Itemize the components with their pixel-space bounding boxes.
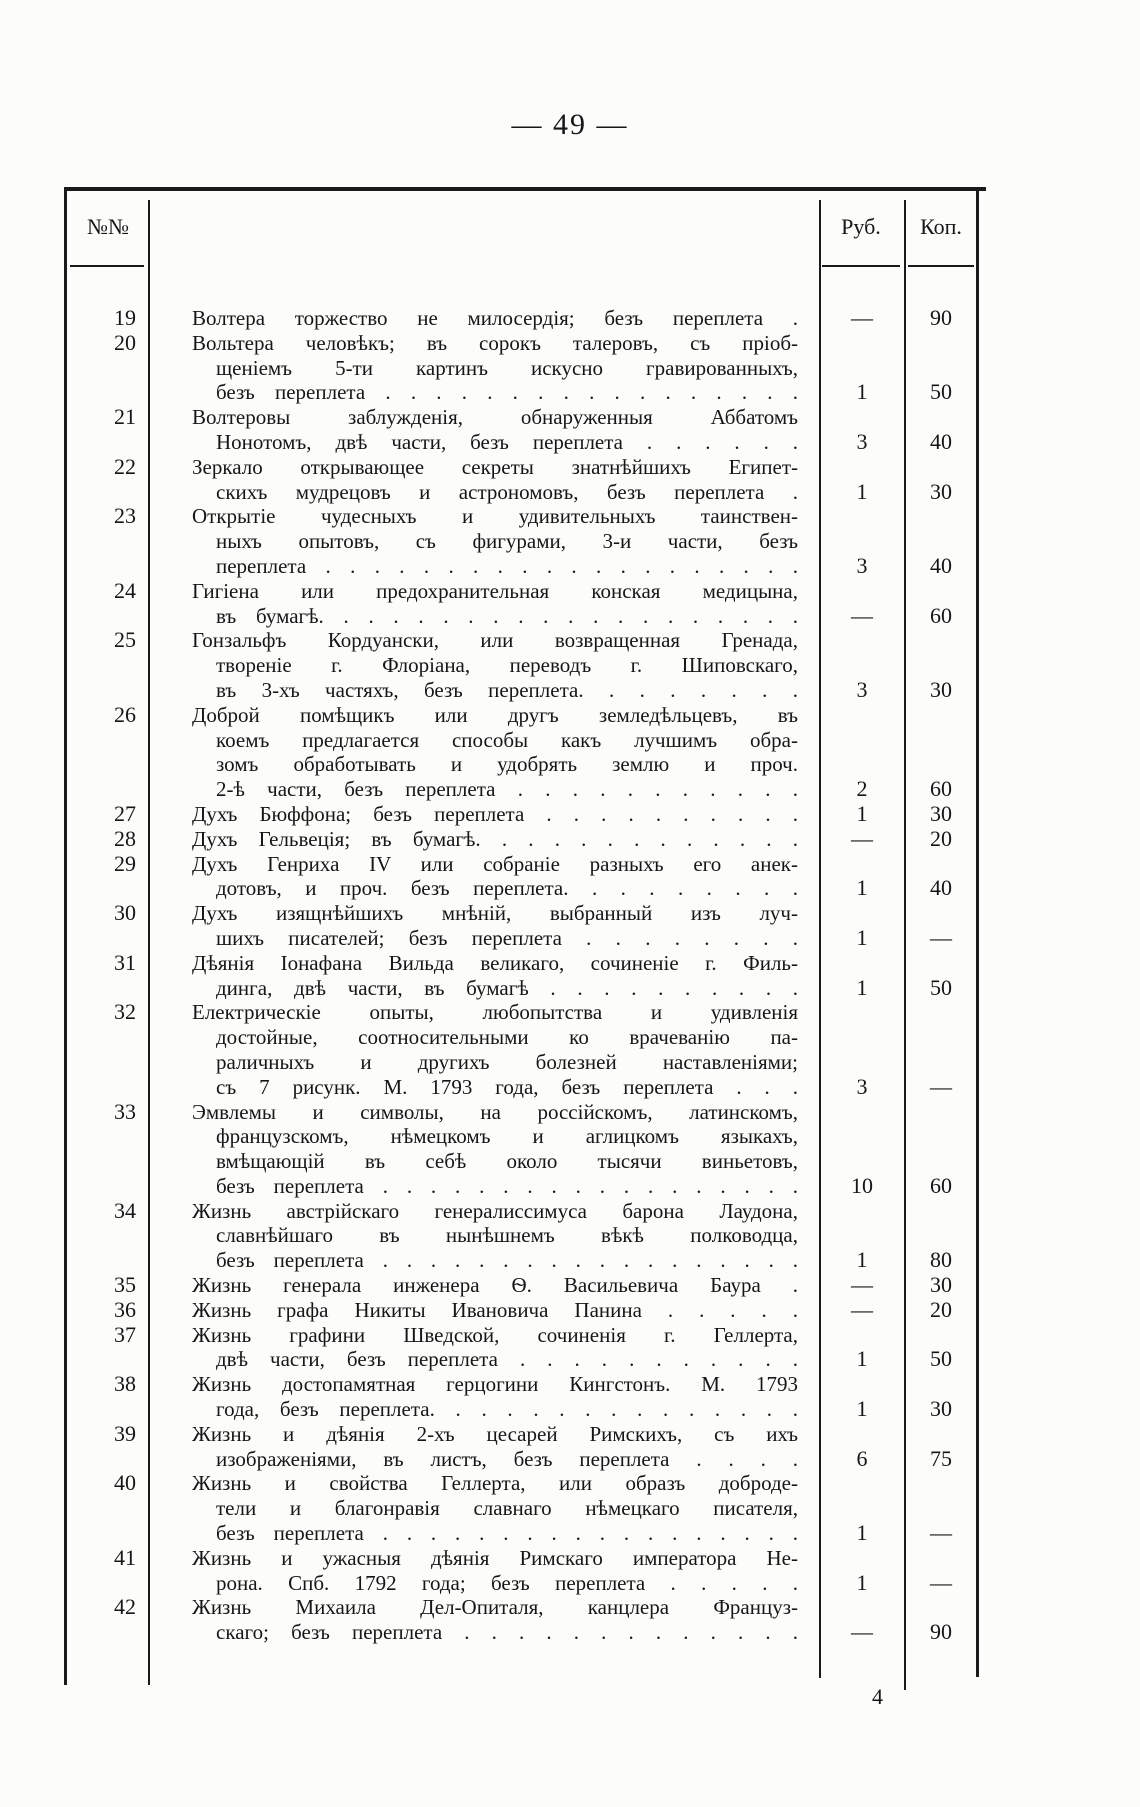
entry-title-line: Духъ Генриха IV или собраніе разныхъ его анек- — [192, 851, 798, 876]
entry-title-line: ныхъ опытовъ, съ фигурами, 3-и части, безъ — [216, 529, 798, 554]
page-number: — 49 — — [511, 108, 629, 141]
entry-number: 32 — [114, 999, 136, 1025]
entry-number: 26 — [114, 701, 136, 727]
catalog-entry — [0, 628, 1140, 702]
entry-title-line: Волтеровы заблужденія, обнаруженныя Аббатомъ — [192, 405, 798, 430]
price-rub: 1 — [856, 1346, 868, 1372]
entry-number: 33 — [114, 1098, 136, 1124]
entry-number: 42 — [114, 1594, 136, 1620]
catalog-entry — [0, 1471, 1140, 1545]
catalog-entry — [0, 1100, 1140, 1199]
catalog-entry — [0, 1273, 1140, 1298]
price-rub: 3 — [856, 1073, 868, 1099]
entry-number: 41 — [114, 1544, 136, 1570]
price-rub: — — [851, 1272, 873, 1298]
price-kop: 30 — [930, 1396, 952, 1422]
price-kop: 30 — [930, 1272, 952, 1298]
entry-title-line: Зеркало открывающее секреты знатнѣйшихъ Египет- — [192, 454, 798, 479]
header-rule-num — [70, 265, 144, 267]
entry-title-line: вмѣщающій въ себѣ около тысячи виньетовъ, — [216, 1149, 798, 1174]
entry-number: 36 — [114, 1296, 136, 1322]
entry-title-line: Духъ изящнѣйшихъ мнѣній, выбранный изъ луч- — [192, 901, 798, 926]
entry-title-line: безъ переплета . . . . . . . . . . . . . . . . . — [216, 380, 798, 405]
price-kop: 40 — [930, 875, 952, 901]
price-kop: — — [930, 1520, 952, 1546]
entry-title-line: Нонотомъ, двѣ части, безъ переплета . . . . . . — [216, 429, 798, 454]
catalog-entry — [0, 306, 1140, 331]
entry-title-line: Жизнь генерала инженера Ѳ. Васильевича Баура . — [192, 1273, 798, 1298]
header-rub: Руб. — [841, 214, 881, 239]
price-kop: 30 — [930, 800, 952, 826]
price-kop: 75 — [930, 1445, 952, 1471]
price-rub: 1 — [856, 1520, 868, 1546]
entry-number: 40 — [114, 1470, 136, 1496]
catalog-entry — [0, 1595, 1140, 1645]
entry-number: 29 — [114, 850, 136, 876]
price-rub: 3 — [856, 552, 868, 578]
entry-title-line: въ 3-хъ частяхъ, безъ переплета. . . . . . . . — [216, 677, 798, 702]
entry-title-line: французскомъ, нѣмецкомъ и аглицкомъ языкахъ, — [216, 1124, 798, 1149]
entry-title-line: Доброй помѣщикъ или другъ земледѣльцевъ, въ — [192, 702, 798, 727]
entry-number: 20 — [114, 329, 136, 355]
header-number: №№ — [87, 214, 129, 239]
entry-title-line: переплета . . . . . . . . . . . . . . . . . . . . — [216, 553, 798, 578]
catalog-entry — [0, 1422, 1140, 1472]
catalog-entry — [0, 1323, 1140, 1373]
entry-title-line: Жизнь и дѣянія 2-хъ цесарей Римскихъ, съ ихъ — [192, 1421, 798, 1446]
price-kop: 50 — [930, 379, 952, 405]
price-kop: — — [930, 1073, 952, 1099]
entry-title-line: Духъ Бюффона; безъ переплета . . . . . . . . . . — [192, 801, 798, 826]
catalog-entry — [0, 455, 1140, 505]
price-rub: — — [851, 305, 873, 330]
price-kop: 30 — [930, 676, 952, 702]
price-rub: 1 — [856, 1569, 868, 1595]
price-kop: 40 — [930, 552, 952, 578]
entry-title-line: скаго; безъ переплета . . . . . . . . . . . . . — [216, 1620, 798, 1645]
entry-title-line: Електрическіе опыты, любопытства и удивленія — [192, 1000, 798, 1025]
price-kop: 90 — [930, 1619, 952, 1645]
entry-title-line: безъ переплета . . . . . . . . . . . . . . . . . . — [216, 1248, 798, 1273]
price-kop: 50 — [930, 974, 952, 1000]
price-rub: — — [851, 602, 873, 628]
entry-title-line: твореніе г. Флоріана, переводъ г. Шиповскаго, — [216, 653, 798, 678]
catalog-entry — [0, 331, 1140, 405]
price-rub: 10 — [851, 1172, 873, 1198]
entry-title-line: двѣ части, безъ переплета . . . . . . . . . . . — [216, 1347, 798, 1372]
entry-title-line: тели и благонравія славнаго нѣмецкаго писателя, — [216, 1496, 798, 1521]
price-kop: 60 — [930, 1172, 952, 1198]
entry-title-line: зомъ обработывать и удобрять землю и проч. — [216, 752, 798, 777]
price-rub: — — [851, 825, 873, 851]
entry-title-line: щеніемъ 5-ти картинъ искусно гравированныхъ, — [216, 355, 798, 380]
price-rub: 6 — [856, 1445, 868, 1471]
entry-title-line: 2-ѣ части, безъ переплета . . . . . . . . . . . — [216, 777, 798, 802]
price-rub: 1 — [856, 1247, 868, 1273]
entry-title-line: динга, двѣ части, въ бумагѣ . . . . . . . . . . — [216, 975, 798, 1000]
signature-mark: 4 — [872, 1684, 883, 1709]
entry-title-line: Жизнь и свойства Геллерта, или образъ доброде- — [192, 1471, 798, 1496]
entry-title-line: изображеніями, въ листъ, безъ переплета . . . . — [216, 1446, 798, 1471]
entry-number: 27 — [114, 800, 136, 826]
entry-number: 34 — [114, 1197, 136, 1223]
entry-title-line: достойные, соотносительными ко врачеванію па- — [216, 1025, 798, 1050]
entry-number: 31 — [114, 949, 136, 975]
catalog-entry — [0, 703, 1140, 802]
price-rub: 3 — [856, 676, 868, 702]
price-kop: 20 — [930, 825, 952, 851]
entry-title-line: дотовъ, и проч. безъ переплета. . . . . . . . . — [216, 876, 798, 901]
price-rub: 1 — [856, 478, 868, 504]
catalog-entry — [0, 1546, 1140, 1596]
catalog-entries — [0, 306, 1140, 1645]
entry-title-line: Жизнь австрійскаго генералиссимуса барона Лаудона, — [192, 1198, 798, 1223]
entry-title-line: Волтера торжество не милосердія; безъ переплета . — [192, 306, 798, 330]
entry-title-line: Гигіена или предохранительная конская медицына, — [192, 578, 798, 603]
catalog-entry — [0, 852, 1140, 902]
price-kop: 90 — [930, 305, 952, 330]
price-rub: 1 — [856, 875, 868, 901]
header-kop: Коп. — [920, 214, 962, 239]
catalog-entry — [0, 827, 1140, 852]
entry-title-line: Жизнь и ужасныя дѣянія Римскаго императора Не- — [192, 1545, 798, 1570]
entry-title-line: рона. Спб. 1792 года; безъ переплета . . . . . — [216, 1570, 798, 1595]
price-rub: — — [851, 1296, 873, 1322]
price-kop: 40 — [930, 428, 952, 454]
catalog-entry — [0, 1199, 1140, 1273]
catalog-entry — [0, 951, 1140, 1001]
price-kop: 30 — [930, 478, 952, 504]
entry-number: 22 — [114, 453, 136, 479]
catalog-entry — [0, 1372, 1140, 1422]
entry-number: 21 — [114, 404, 136, 430]
entry-number: 23 — [114, 503, 136, 529]
table-top-rule — [64, 187, 986, 191]
entry-title-line: шихъ писателей; безъ переплета . . . . . . . . — [216, 925, 798, 950]
price-rub: 2 — [856, 776, 868, 802]
price-kop: 60 — [930, 776, 952, 802]
entry-title-line: Гонзальфъ Кордуански, или возвращенная Гренада, — [192, 628, 798, 653]
price-kop: 50 — [930, 1346, 952, 1372]
entry-title-line: Эмвлемы и символы, на россійскомъ, латинскомъ, — [192, 1099, 798, 1124]
header-rule-kop — [908, 265, 974, 267]
entry-title-line: съ 7 рисунк. М. 1793 года, безъ переплета . . . — [216, 1074, 798, 1099]
price-kop: 20 — [930, 1296, 952, 1322]
entry-title-line: года, безъ переплета. . . . . . . . . . . . . . . — [216, 1397, 798, 1422]
catalog-entry — [0, 504, 1140, 578]
entry-number: 39 — [114, 1420, 136, 1446]
entry-title-line: Вольтера человѣкъ; въ сорокъ талеровъ, съ пріоб- — [192, 330, 798, 355]
entry-title-line: Жизнь графа Никиты Ивановича Панина . . . . . — [192, 1297, 798, 1322]
entry-title-line: Открытіе чудесныхъ и удивительныхъ таинствен- — [192, 504, 798, 529]
entry-title-line: славнѣйшаго въ нынѣшнемъ вѣкѣ полководца, — [216, 1223, 798, 1248]
price-kop: — — [930, 1569, 952, 1595]
catalog-entry — [0, 1000, 1140, 1099]
catalog-entry — [0, 405, 1140, 455]
price-rub: 3 — [856, 428, 868, 454]
price-rub: 1 — [856, 974, 868, 1000]
price-rub: 1 — [856, 1396, 868, 1422]
entry-number: 28 — [114, 825, 136, 851]
entry-title-line: Духъ Гельвеція; въ бумагѣ. . . . . . . . . . . . . — [192, 826, 798, 851]
entry-title-line: Жизнь Михаила Дел-Опиталя, канцлера Француз- — [192, 1595, 798, 1620]
price-rub: — — [851, 1619, 873, 1645]
entry-title-line: скихъ мудрецовъ и астрономовъ, безъ переплета . — [216, 479, 798, 504]
entry-title-line: Жизнь графини Шведской, сочиненія г. Геллерта, — [192, 1322, 798, 1347]
entry-number: 19 — [114, 305, 136, 330]
catalog-entry — [0, 901, 1140, 951]
price-kop: 80 — [930, 1247, 952, 1273]
entry-title-line: коемъ предлагается способы какъ лучшимъ обра- — [216, 727, 798, 752]
entry-number: 24 — [114, 577, 136, 603]
entry-title-line: въ бумагѣ. . . . . . . . . . . . . . . . . . . . — [216, 603, 798, 628]
entry-number: 35 — [114, 1272, 136, 1298]
entry-title-line: безъ переплета . . . . . . . . . . . . . . . . . . — [216, 1173, 798, 1198]
price-kop: — — [930, 924, 952, 950]
header-rule-rub — [822, 265, 900, 267]
catalog-entry — [0, 1298, 1140, 1323]
entry-number: 38 — [114, 1371, 136, 1397]
catalog-entry — [0, 579, 1140, 629]
entry-title-line: безъ переплета . . . . . . . . . . . . . . . . . . — [216, 1521, 798, 1546]
price-rub: 1 — [856, 924, 868, 950]
entry-title-line: Дѣянія Іонафана Вильда великаго, сочиненіе г. Филь- — [192, 950, 798, 975]
entry-number: 30 — [114, 900, 136, 926]
entry-title-line: раличныхъ и другихъ болезней наставленіями; — [216, 1049, 798, 1074]
price-rub: 1 — [856, 800, 868, 826]
entry-number: 25 — [114, 627, 136, 653]
entry-number: 37 — [114, 1321, 136, 1347]
price-rub: 1 — [856, 379, 868, 405]
entry-title-line: Жизнь достопамятная герцогини Кингстонъ. М. 1793 — [192, 1372, 798, 1397]
catalog-entry — [0, 802, 1140, 827]
price-kop: 60 — [930, 602, 952, 628]
